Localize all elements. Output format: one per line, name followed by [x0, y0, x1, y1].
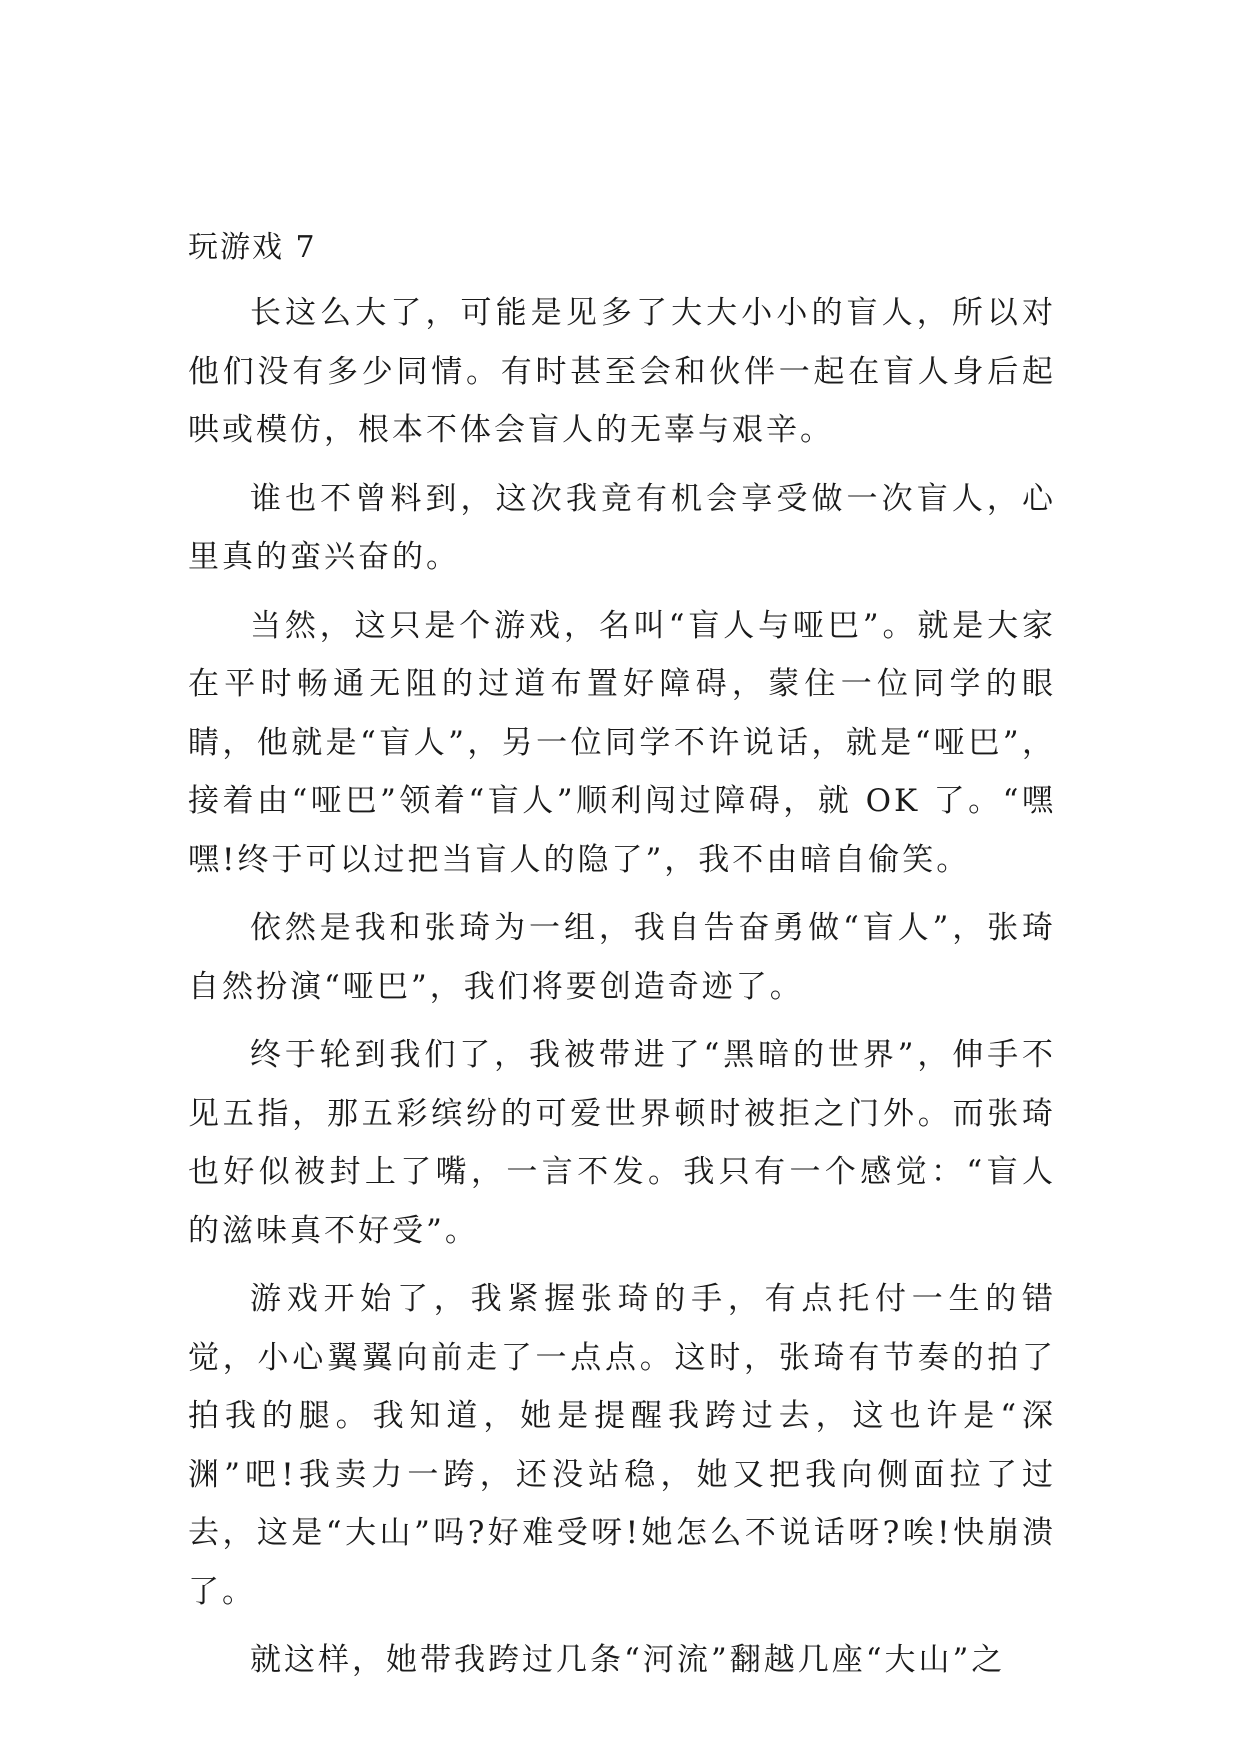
paragraph-4: 依然是我和张琦为一组，我自告奋勇做“盲人”，张琦自然扮演“哑巴”，我们将要创造奇迹了。 — [188, 910, 1056, 1005]
document-body — [188, 220, 1056, 1690]
paragraph-6: 游戏开始了，我紧握张琦的手，有点托付一生的错觉，小心翼翼向前走了一点点。这时，张琦有节奏的拍了拍我的腿。我知道，她是提醒我跨过去，这也许是“深渊”吧!我卖力一跨，还没站稳，她又把我向侧面拉了过去，这是“大山”吗?好难受呀!她怎么不说话呀?唉!快崩溃了。 — [188, 1281, 1056, 1610]
paragraph-7: 就这样，她带我跨过几条“河流”翻越几座“大山”之 — [250, 1642, 1006, 1678]
paragraph-2: 谁也不曾料到，这次我竟有机会享受做一次盲人，心里真的蛮兴奋的。 — [188, 480, 1056, 575]
paragraph-3: 当然，这只是个游戏，名叫“盲人与哑巴”。就是大家在平时畅通无阻的过道布置好障碍，蒙住一位同学的眼睛，他就是“盲人”，另一位同学不许说话，就是“哑巴”， 接着由“哑巴”领着“盲人”顺利闯过障碍，就 OK 了。“嘿嘿!终于可以过把当盲人的隐了”，我不由暗自偷笑。 — [188, 607, 1056, 878]
paragraph-5: 终于轮到我们了，我被带进了“黑暗的世界”，伸手不见五指，那五彩缤纷的可爱世界顿时被拒之门外。而张琦也好似被封上了嘴，一言不发。我只有一个感觉：“盲人的滋味真不好受”。 — [188, 1037, 1056, 1249]
paragraph-1: 长这么大了，可能是见多了大大小小的盲人，所以对他们没有多少同情。有时甚至会和伙伴一起在盲人身后起哄或模仿，根本不体会盲人的无辜与艰辛。 — [188, 295, 1056, 448]
document-title: 玩游戏 7 — [188, 230, 317, 265]
